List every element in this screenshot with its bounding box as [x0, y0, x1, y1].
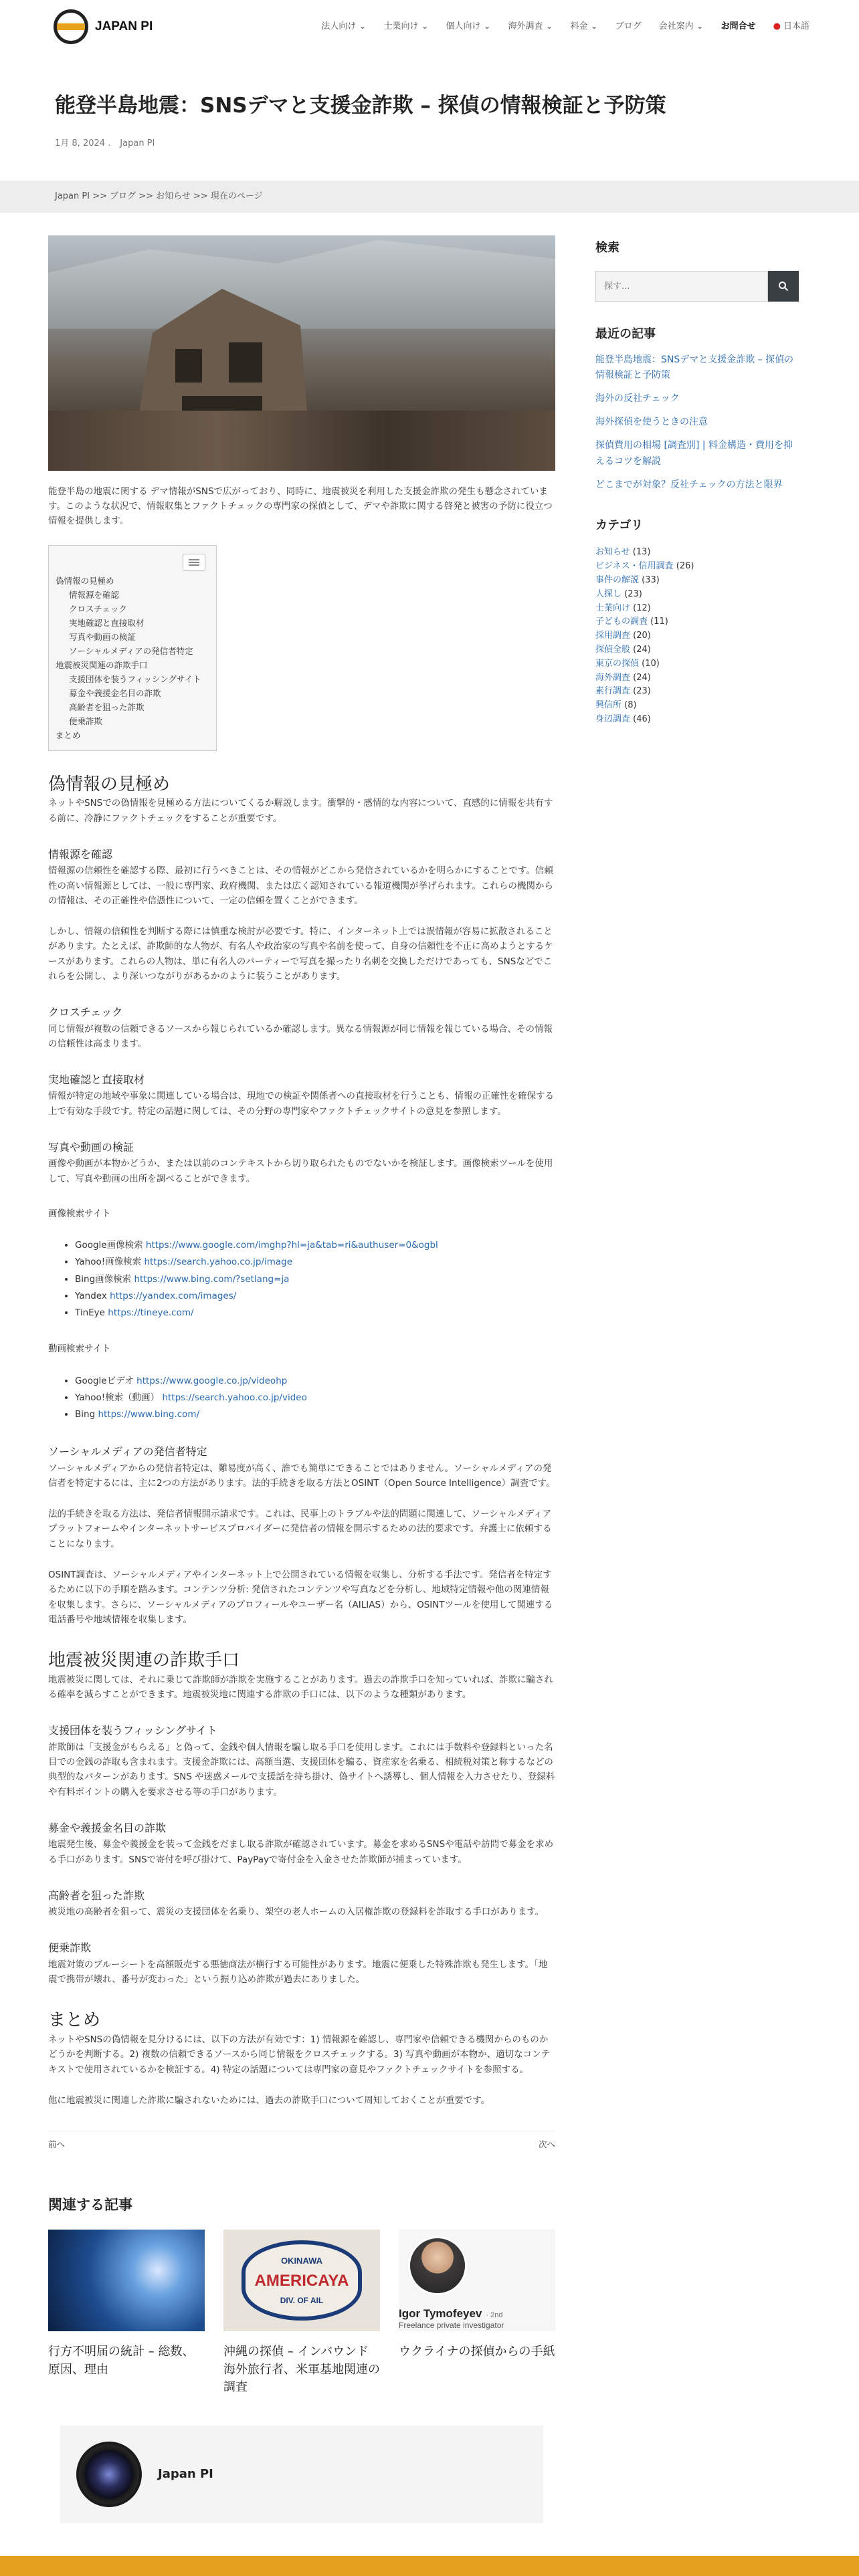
next-post-link[interactable]: 次へ	[538, 2139, 555, 2150]
language-switcher[interactable]	[773, 19, 809, 33]
toc-item[interactable]: ソーシャルメディアの発信者特定	[69, 645, 193, 656]
subsection-heading: 写真や動画の検証	[48, 1140, 134, 1154]
related-card[interactable]	[399, 2230, 555, 2395]
paragraph: 詐欺師は「支援金がもらえる」と偽って、金銭や個人情報を騙し取る手口を使用します。これには手数料や登録料といった名目での金銭の詐取も含まれます。支援金詐欺には、高額当選、支援団体を騙る、資産家を名乗る、相続税対策と称するなどの典型的なパターンがあります。SNS や迷惑メールで支援話を持ち掛け、偽サイトへ誘導し、個人情報を入力させたり、登録料や有料ポイントの購入を要求させる等の手口があります。	[48, 1741, 555, 1798]
nav-item-professionals[interactable]: 士業向け ⌄	[383, 21, 429, 32]
recent-post	[595, 352, 799, 383]
logo-text: JAPAN PI	[95, 19, 153, 34]
category-link[interactable]: 興信所	[595, 700, 622, 711]
site-logo[interactable]	[54, 9, 153, 44]
related-card[interactable]	[223, 2230, 380, 2395]
subsection-heading: 高齢者を狙った詐欺	[48, 1889, 145, 1902]
related-card[interactable]	[48, 2230, 205, 2395]
list-item	[75, 1237, 555, 1254]
recent-post	[595, 415, 799, 430]
category-item	[595, 643, 799, 657]
toc-item[interactable]: 便乗詐欺	[69, 716, 103, 726]
search-heading: 検索	[595, 240, 619, 255]
list-item	[75, 1305, 555, 1321]
category-item	[595, 546, 799, 560]
card-title[interactable]: 行方不明届の統計 – 総数、原因、理由	[48, 2345, 195, 2377]
logo-icon	[54, 9, 88, 44]
related-posts-heading: 関連する記事	[48, 2196, 132, 2213]
recent-posts-heading: 最近の記事	[595, 327, 656, 342]
subsection-heading: 情報源を確認	[48, 847, 113, 861]
photo-hillside	[48, 235, 555, 329]
category-count: (20)	[630, 631, 651, 641]
paragraph: 被災地の高齢者を狙って、震災の支援団体を名乗り、架空の老人ホームの入居権詐欺の登録料を詐取する手口があります。	[48, 1907, 545, 1918]
photo-window	[229, 342, 262, 383]
subsection-heading: 便乗詐欺	[48, 1941, 92, 1955]
category-item	[595, 713, 799, 727]
category-link[interactable]: 士業向け	[595, 603, 631, 613]
site-name: Bing	[75, 1409, 98, 1420]
card-image[interactable]	[399, 2230, 555, 2331]
paragraph: 同じ情報が複数の信頼できるソースから報じられているか確認します。異なる情報源が同じ情報を報じている場合、その情報の信頼性は高まります。	[48, 1023, 553, 1049]
recent-posts-list	[595, 352, 799, 493]
nav-item-corporate[interactable]: 法人向け ⌄	[321, 21, 367, 32]
card-title[interactable]: ウクライナの探偵からの手紙	[399, 2345, 555, 2359]
recent-post	[595, 438, 799, 469]
okinawa-badge-logo	[242, 2240, 362, 2321]
category-item	[595, 671, 799, 685]
list-item	[75, 1254, 555, 1271]
list-item	[75, 1271, 555, 1288]
paragraph: 情報源の信頼性を確認する際、最初に行うべきことは、その情報がどこから発信されているかを明らかにすることです。信頼性の高い情報源としては、一般に専門家、政府機関、または広く認知されている報道機関が挙げられます。これらの機関からの情報は、その正確性や信憑性について、一定の信頼を置くことができます。	[48, 865, 553, 906]
list-item	[75, 1373, 555, 1390]
badge-text: AMERICAYA	[254, 2272, 349, 2290]
category-link[interactable]: 身辺調査	[595, 714, 631, 725]
article	[48, 235, 555, 2523]
category-item	[595, 574, 799, 588]
toc-item[interactable]: 実地確認と直接取材	[69, 617, 145, 628]
japan-flag-icon: ●	[773, 21, 781, 32]
image-search-heading: 画像検索サイト	[48, 1208, 111, 1219]
toc-item[interactable]: 偽情報の見極め	[56, 575, 114, 586]
site-link[interactable]: https://yandex.com/images/	[110, 1290, 237, 1301]
toc-item[interactable]: 高齢者を狙った詐欺	[69, 702, 145, 712]
search-button[interactable]	[768, 271, 799, 302]
author-avatar	[76, 2442, 142, 2507]
connection-degree: · 2nd	[486, 2311, 503, 2320]
search-icon	[778, 281, 789, 292]
photo-window	[175, 349, 202, 383]
nav-item-overseas[interactable]: 海外調査 ⌄	[508, 21, 553, 32]
site-name: Yahoo!検索（動画）	[75, 1392, 163, 1403]
category-link[interactable]: ビジネス・信用調査	[595, 561, 674, 572]
paragraph: 画像や動画が本物かどうか、または以前のコンテキストから切り取られたものでないかを検証します。画像検索ツールを使用して、写真や動画の出所を調べることができます。	[48, 1158, 553, 1184]
category-link[interactable]: お知らせ	[595, 547, 630, 558]
paragraph: 他に地震被災に関連した詐欺に騙されないためには、過去の詐欺手口について周知しておくことが重要です。	[48, 2095, 490, 2106]
site-link[interactable]: https://search.yahoo.co.jp/image	[144, 1257, 293, 1268]
nav-item-pricing[interactable]: 料金 ⌄	[570, 21, 598, 32]
badge-text: DIV. OF AIL	[280, 2296, 324, 2306]
recent-post	[595, 391, 799, 407]
site-link[interactable]: https://tineye.com/	[108, 1307, 194, 1319]
toc-item[interactable]: 写真や動画の検証	[69, 631, 136, 642]
site-name: Googleビデオ	[75, 1375, 137, 1386]
category-count: (11)	[648, 617, 668, 627]
paragraph: 地震発生後、募金や義援金を装って金銭をだまし取る詐欺が確認されています。募金を求めるSNSや電話や訪問で募金を求める手口があります。SNSで寄付を呼び掛けて、PayPayで寄付金を入金させた詐欺師が捕まっています。	[48, 1839, 554, 1865]
category-count: (8)	[622, 700, 637, 711]
toc-item[interactable]: 支援団体を装うフィッシングサイト	[69, 673, 201, 684]
nav-item-individuals[interactable]: 個人向け ⌄	[446, 21, 491, 32]
nav-item-contact[interactable]: お問合せ	[721, 21, 756, 32]
site-link[interactable]: https://www.bing.com/?setlang=ja	[134, 1273, 290, 1285]
recent-post-link[interactable]: 海外探偵を使うときの注意	[595, 417, 708, 428]
content-wrapper	[0, 213, 859, 2523]
table-of-contents	[48, 545, 217, 751]
site-name: Yandex	[75, 1290, 110, 1301]
categories-heading: カテゴリ	[595, 518, 644, 532]
category-link[interactable]: 素行調査	[595, 686, 631, 697]
breadcrumb[interactable]: Japan PI >> ブログ >> お知らせ >> 現在のページ	[0, 181, 859, 213]
category-count: (26)	[673, 561, 694, 572]
category-item	[595, 602, 799, 616]
list-item	[75, 1288, 555, 1305]
author-name[interactable]: Japan PI	[158, 2466, 213, 2481]
site-link[interactable]: https://www.google.com/imghp?hl=ja&tab=ri&authuser=0&ogbl	[145, 1240, 438, 1251]
category-count: (24)	[630, 672, 651, 683]
video-search-heading: 動画検索サイト	[48, 1344, 111, 1355]
category-item	[595, 588, 799, 602]
site-name: TinEye	[75, 1307, 108, 1319]
recent-post-link[interactable]: 海外の反社チェック	[595, 393, 680, 405]
category-count: (13)	[630, 547, 651, 558]
subsection-heading: クロスチェック	[48, 1006, 123, 1019]
image-search-list	[75, 1237, 555, 1321]
category-count: (23)	[630, 686, 651, 697]
paragraph: ネットやSNSの偽情報を見分けるには、以下の方法が有効です：1) 情報源を確認し、専門家や信頼できる機関からのものかどうかを判断する。2) 複数の信頼できるソースから同じ情報をクロスチェックする。3) 写真や動画が本物か、適切なコンテキストで使用されているかを検証する。4) 特定の話題については専門家の意見やファクトチェックサイトを参照する。	[48, 2034, 551, 2075]
post-author[interactable]: Japan PI	[120, 138, 155, 149]
category-count: (33)	[639, 575, 660, 586]
category-count: (46)	[630, 714, 651, 725]
category-item	[595, 685, 799, 699]
category-link[interactable]: 海外調査	[595, 672, 631, 683]
category-link[interactable]: 採用調査	[595, 631, 631, 641]
toc-item[interactable]: 情報源を確認	[69, 589, 120, 600]
search-input[interactable]	[595, 271, 768, 302]
profile-name-text: Igor Tymofeyev	[399, 2307, 482, 2321]
subsection-heading: 支援団体を装うフィッシングサイト	[48, 1724, 217, 1737]
nav-item-blog[interactable]: ブログ	[615, 21, 642, 32]
recent-post	[595, 477, 799, 493]
photo-debris	[48, 411, 555, 471]
card-image[interactable]	[223, 2230, 380, 2331]
recent-post-link[interactable]: 探偵費用の相場 [調査別] | 料金構造・費用を抑えるコツを解説	[595, 440, 793, 467]
language-label: 日本語	[783, 21, 809, 32]
featured-image	[48, 235, 555, 471]
category-item	[595, 657, 799, 671]
category-item	[595, 560, 799, 574]
category-link[interactable]: 人探し	[595, 588, 622, 599]
category-item	[595, 615, 799, 629]
toc-item[interactable]: 募金や義援金名目の詐欺	[69, 687, 161, 698]
profile-role: Freelance private investigator	[399, 2321, 504, 2331]
related-posts	[48, 2230, 555, 2395]
paragraph: ソーシャルメディアからの発信者特定は、難易度が高く、誰でも簡単にできることではありません。ソーシャルメディアの発信者を特定するには、主に2つの方法があります。法的手続きを取る方法とOSINT（Open Source Intelligence）調査です。	[48, 1463, 555, 1489]
list-item	[75, 1390, 555, 1406]
toc-toggle-button[interactable]	[183, 554, 205, 571]
paragraph: OSINT調査は、ソーシャルメディアやインターネット上で公開されている情報を収集し、分析する手法です。発信者を特定するために以下の手順を踏みます。コンテンツ分析: 発信されたコンテンツや写真などを分析し、地域特定情報や他の関連情報を収集します。さらに、ソーシャルメディアのプロフィールやユーザー名（AILIAS）から、OSINTツールを使用して関連する電話番号や地域情報を収集します。	[48, 1570, 553, 1625]
category-count: (12)	[630, 603, 651, 613]
sidebar	[595, 235, 799, 2523]
toc-item[interactable]: まとめ	[56, 730, 81, 740]
category-count: (10)	[639, 658, 660, 669]
card-title[interactable]: 沖縄の探偵 – インバウンド海外旅行者、米軍基地関連の調査	[223, 2345, 380, 2394]
site-name: Yahoo!画像検索	[75, 1257, 145, 1268]
paragraph: 地震対策のブルーシートを高額販売する悪徳商法が横行する可能性があります。地震に便乗した特殊詐欺も発生します。「地震で携帯が壊れ、番号が変わった」という振り込め詐欺が過去にありました。	[48, 1959, 548, 1985]
post-date: 1月 8, 2024 .	[55, 138, 111, 149]
category-link[interactable]: 子どもの調査	[595, 617, 648, 627]
toc-item[interactable]: クロスチェック	[69, 603, 127, 614]
subsection-heading: 募金や義援金名目の詐欺	[48, 1821, 167, 1834]
paragraph: ネットやSNSでの偽情報を見極める方法についてくるか解説します。衝撃的・感情的な内容について、直感的に情報を共有する前に、冷静にファクトチェックをすることが重要です。	[48, 798, 553, 824]
paragraph: 法的手続きを取る方法は、発信者情報開示請求です。これは、民事上のトラブルや法的問題に関連して、ソーシャルメディアプラットフォームやインターネットサービスプロバイダーに発信者の情報を開示するための法的要求です。弁護士に依頼することになります。	[48, 1509, 552, 1549]
site-name: Google画像検索	[75, 1240, 146, 1251]
category-count: (23)	[622, 588, 642, 599]
search-form	[595, 271, 799, 302]
site-link[interactable]: https://www.google.co.jp/videohp	[136, 1375, 288, 1386]
video-search-list	[75, 1373, 555, 1424]
recent-post-link[interactable]: どこまでが対象？反社チェックの方法と限界	[595, 479, 783, 490]
section-heading: 偽情報の見極め	[48, 774, 171, 794]
author-box	[60, 2426, 543, 2523]
footer-bar	[0, 2556, 859, 2576]
post-header	[0, 53, 859, 151]
toc-list	[56, 574, 209, 742]
subsection-heading: ソーシャルメディアの発信者特定	[48, 1445, 207, 1459]
site-header	[0, 0, 859, 53]
badge-text: OKINAWA	[280, 2256, 323, 2266]
avatar	[408, 2236, 467, 2295]
site-link[interactable]: https://search.yahoo.co.jp/video	[162, 1392, 307, 1403]
page-title: 能登半島地震：SNSデマと支援金詐欺 – 探偵の情報検証と予防策	[55, 94, 666, 118]
categories-list	[595, 546, 799, 726]
paragraph: しかし、情報の信頼性を判断する際には慎重な検討が必要です。特に、インターネット上では誤情報が容易に拡散されることがあります。たとえば、詐欺師的な人物が、有名人や政治家の写真や名前を使って、自身の信頼性を不正に高めようとするケースがあります。これらの人物は、単に有名人のパーティーで写真を撮ったり名刺を交換しただけであっても、SNSなどでこれらを公開し、より深いつながりがあるかのように装うことがあります。	[48, 926, 553, 982]
category-item	[595, 629, 799, 643]
category-item	[595, 699, 799, 713]
category-link[interactable]: 事件の解説	[595, 575, 640, 586]
category-count: (24)	[630, 645, 651, 655]
section-heading: 地震被災関連の詐欺手口	[48, 1650, 240, 1671]
toc-item[interactable]: 地震被災関連の詐欺手口	[56, 659, 148, 670]
category-link[interactable]: 探偵全般	[595, 645, 631, 655]
nav-item-company[interactable]: 会社案内 ⌄	[658, 21, 704, 32]
recent-post-link[interactable]: 能登半島地震：SNSデマと支援金詐欺 – 探偵の情報検証と予防策	[595, 354, 794, 381]
prev-post-link[interactable]: 前へ	[48, 2139, 66, 2150]
paragraph: 情報が特定の地域や事象に関連している場合は、現地での検証や関係者への直接取材を行うことも、情報の正確性を確保する上で有効な手段です。特定の話題に関しては、その分野の専門家やファクトチェックサイトの意見を参照します。	[48, 1091, 554, 1117]
list-item	[75, 1406, 555, 1423]
category-link[interactable]: 東京の探偵	[595, 658, 640, 669]
subsection-heading: 実地確認と直接取材	[48, 1073, 145, 1087]
post-meta	[55, 136, 804, 150]
intro-paragraph: 能登半島の地震に関する デマ情報がSNSで広がっており、同時に、地震被災を利用した支援金詐欺の発生も懸念されています。このような状況で、情報収集とファクトチェックの専門家の探偵として、デマや詐欺に関する啓発と被害の予防に役立つ情報を提供します。	[48, 486, 553, 527]
paragraph: 地震被災に関しては、それに乗じて詐欺師が詐欺を実施することがあります。過去の詐欺手口を知っていれば、詐欺に騙される確率を減らすことができます。地震被災地に関連する詐欺の手口には、以下のような種類があります。	[48, 1674, 553, 1701]
list-icon	[189, 562, 199, 563]
site-name: Bing画像検索	[75, 1273, 134, 1285]
post-navigation	[48, 2131, 555, 2152]
card-image[interactable]	[48, 2230, 205, 2331]
section-heading: まとめ	[48, 2010, 101, 2031]
site-link[interactable]: https://www.bing.com/	[98, 1409, 200, 1420]
main-nav	[321, 19, 809, 33]
